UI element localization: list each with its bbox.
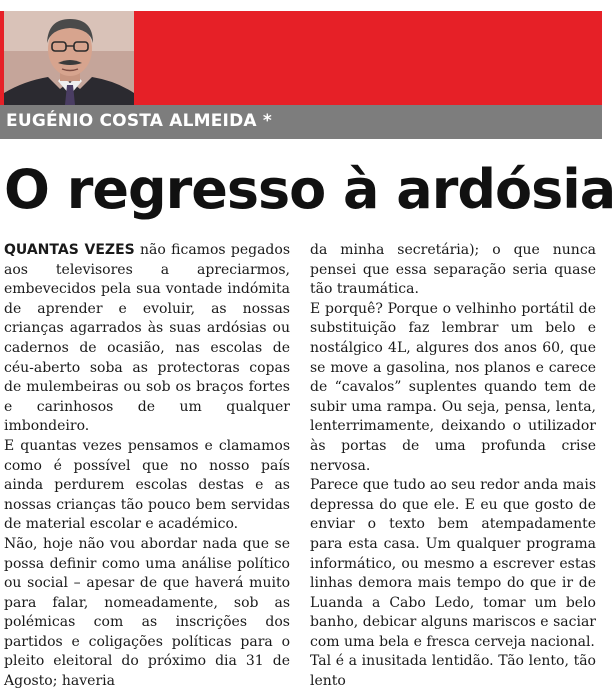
paragraph: Não, hoje não vou abordar nada que se possa definir como uma análise político ou social – apesar de que haverá muito para falar, nomeadamente, sob as polémicas com as inscrições dos partidos e coligações políticas para o pleito eleitoral do próximo dia 31 de Agosto; haveria	[4, 535, 290, 690]
paragraph: da minha secretária); o que nunca pensei que essa separação seria quase tão traumática.	[310, 242, 596, 298]
byline-bar	[0, 105, 602, 139]
lead-words: QUANTAS VEZES	[4, 242, 135, 258]
article-column-left	[4, 241, 291, 690]
paragraph: Parece que tudo ao seu redor anda mais depressa do que ele. E eu que gosto de enviar o texto bem atempadamente para esta casa. Um qualquer programa informático, ou mesmo a escrever estas linhas demora mais tempo do que ir de Luanda a Cabo Ledo, tomar um belo banho, debicar alguns mariscos e saciar com uma bela e fresca cerveja nacional.	[310, 477, 596, 650]
author-photo	[4, 11, 134, 105]
paragraph-text: não ficamos pegados aos televisores a apreciarmos, embevecidos pela sua vontade indómita de aprender e evoluir, as nossas crianças agarrados às suas ardósias ou cadernos de ocasião, nas escolas de céu-aberto soba as protectoras copas de mulembeiras ou sob os braços fortes e carinhosos de um qualquer imbondeiro.	[4, 242, 291, 435]
paragraph	[4, 241, 290, 437]
author-portrait-icon	[4, 11, 134, 105]
article-column-right	[310, 241, 596, 690]
author-name: EUGÉNIO COSTA ALMEIDA *	[6, 111, 272, 131]
article-title: O regresso à ardósia	[4, 158, 615, 221]
paragraph: E porquê? Porque o velhinho portátil de substituição faz lembrar um belo e nostálgico 4L, algures dos anos 60, que se move a gasolina, nos planos e carece de “cavalos” suplentes quando tem de subir uma rampa. Ou seja, pensa, lenta, lenterrimamente, deixando o utilizador às portas de uma profunda crise nervosa.	[310, 300, 596, 474]
paragraph: E quantas vezes pensamos e clamamos como é possível que no nosso país ainda perdurem escolas destas e as nossas crianças tão pouco bem servidas de material escolar e académico.	[4, 437, 290, 533]
paragraph: Tal é a inusitada lentidão. Tão lento, tão lento	[310, 653, 596, 690]
